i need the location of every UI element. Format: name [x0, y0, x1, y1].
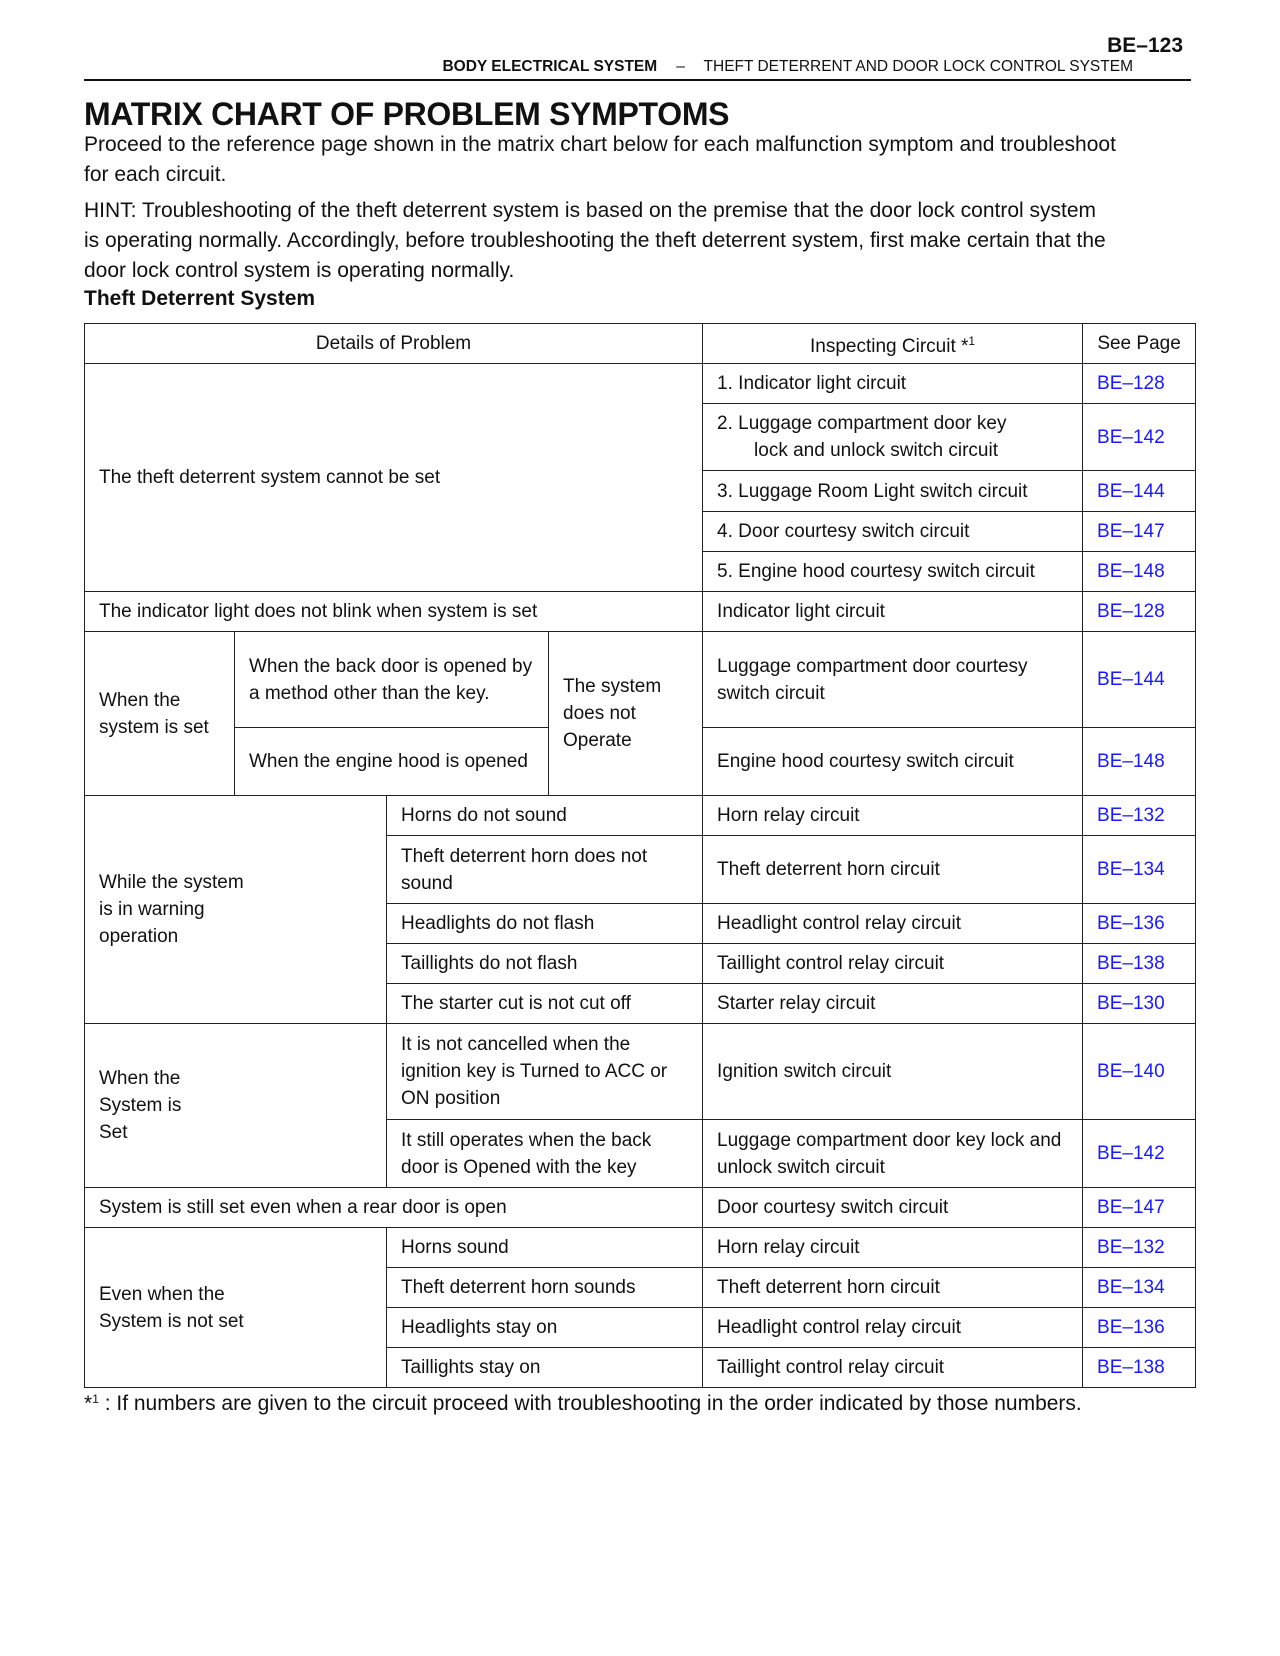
table-row: [85, 1228, 1196, 1268]
symptom-cell: Headlights stay on: [387, 1308, 703, 1348]
symptom-cell: Horns sound: [387, 1228, 703, 1268]
page-link[interactable]: BE–142: [1083, 1120, 1196, 1188]
event-cell: When the back door is opened by a method other than the key.: [235, 632, 549, 728]
problem-cell: System is still set even when a rear door is open: [85, 1188, 703, 1228]
circuit-cell: Horn relay circuit: [703, 1228, 1083, 1268]
page-link[interactable]: BE–128: [1083, 592, 1196, 632]
circuit-cell: Door courtesy switch circuit: [703, 1188, 1083, 1228]
symptom-cell: Taillights stay on: [387, 1348, 703, 1388]
condition-cell: Even when the System is not set: [85, 1228, 387, 1388]
section-subtitle: Theft Deterrent System: [84, 287, 316, 310]
header-rule: [84, 79, 1191, 81]
circuit-cell: Headlight control relay circuit: [703, 904, 1083, 944]
page-title: MATRIX CHART OF PROBLEM SYMPTOMS: [84, 96, 730, 132]
hint-line-2: is operating normally. Accordingly, before troubleshooting the theft deterrent system, first make certain that the: [84, 229, 1106, 252]
circuit-cell: 1. Indicator light circuit: [703, 364, 1083, 404]
symptom-matrix-table: [84, 323, 1196, 1388]
circuit-cell: Ignition switch circuit: [703, 1024, 1083, 1120]
problem-cell: The indicator light does not blink when system is set: [85, 592, 703, 632]
table-row: [85, 592, 1196, 632]
page-link[interactable]: BE–148: [1083, 552, 1196, 592]
circuit-cell: Horn relay circuit: [703, 796, 1083, 836]
subsection-name: THEFT DETERRENT AND DOOR LOCK CONTROL SYSTEM: [703, 58, 1133, 75]
page-link[interactable]: BE–148: [1083, 728, 1196, 796]
event-cell: When the engine hood is opened: [235, 728, 549, 796]
circuit-cell: Headlight control relay circuit: [703, 1308, 1083, 1348]
problem-cell: The theft deterrent system cannot be set: [85, 364, 703, 592]
page-link[interactable]: BE–147: [1083, 512, 1196, 552]
circuit-cell: Taillight control relay circuit: [703, 944, 1083, 984]
intro-line-2: for each circuit.: [84, 163, 227, 186]
section-name: BODY ELECTRICAL SYSTEM: [442, 58, 658, 75]
circuit-cell: 3. Luggage Room Light switch circuit: [703, 471, 1083, 512]
symptom-cell: The starter cut is not cut off: [387, 984, 703, 1024]
symptom-cell: It is not cancelled when the ignition key is Turned to ACC or ON position: [387, 1024, 703, 1120]
circuit-cell: 4. Door courtesy switch circuit: [703, 512, 1083, 552]
page-link[interactable]: BE–138: [1083, 944, 1196, 984]
page-link[interactable]: BE–134: [1083, 1268, 1196, 1308]
running-header: [0, 58, 1133, 76]
symptom-cell: Taillights do not flash: [387, 944, 703, 984]
circuit-cell: 5. Engine hood courtesy switch circuit: [703, 552, 1083, 592]
table-row: [85, 364, 1196, 404]
page-link[interactable]: BE–144: [1083, 471, 1196, 512]
page-link[interactable]: BE–128: [1083, 364, 1196, 404]
symptom-cell: Theft deterrent horn sounds: [387, 1268, 703, 1308]
circuit-cell: Engine hood courtesy switch circuit: [703, 728, 1083, 796]
circuit-cell: Theft deterrent horn circuit: [703, 1268, 1083, 1308]
header-separator: –: [676, 58, 685, 75]
table-row: [85, 632, 1196, 728]
page-link[interactable]: BE–140: [1083, 1024, 1196, 1120]
condition-cell: When the System is Set: [85, 1024, 387, 1188]
symptom-cell: It still operates when the back door is Opened with the key: [387, 1120, 703, 1188]
table-row: [85, 796, 1196, 836]
condition-cell: While the system is in warning operation: [85, 796, 387, 1024]
page-link[interactable]: BE–138: [1083, 1348, 1196, 1388]
circuit-cell: Starter relay circuit: [703, 984, 1083, 1024]
symptom-cell: Headlights do not flash: [387, 904, 703, 944]
page-link[interactable]: BE–134: [1083, 836, 1196, 904]
page-link[interactable]: BE–132: [1083, 796, 1196, 836]
circuit-cell: Luggage compartment door key lock and unlock switch circuit: [703, 1120, 1083, 1188]
symptom-cell: Theft deterrent horn does not sound: [387, 836, 703, 904]
header-see-page: See Page: [1083, 324, 1196, 364]
circuit-cell: Taillight control relay circuit: [703, 1348, 1083, 1388]
hint-line-1: HINT: Troubleshooting of the theft deterrent system is based on the premise that the door lock control system: [84, 199, 1097, 222]
table-row: [85, 1024, 1196, 1120]
page-link[interactable]: BE–136: [1083, 904, 1196, 944]
condition-cell: When the system is set: [85, 632, 235, 796]
header-details: Details of Problem: [85, 324, 703, 364]
table-row: [85, 1188, 1196, 1228]
page-link[interactable]: BE–144: [1083, 632, 1196, 728]
circuit-cell: Indicator light circuit: [703, 592, 1083, 632]
page-link[interactable]: BE–147: [1083, 1188, 1196, 1228]
page-link[interactable]: BE–136: [1083, 1308, 1196, 1348]
symptom-cell: Horns do not sound: [387, 796, 703, 836]
hint-line-3: door lock control system is operating normally.: [84, 259, 515, 282]
header-circuit: Inspecting Circuit *$^1$: [703, 324, 1083, 364]
circuit-cell: Luggage compartment door courtesy switch circuit: [703, 632, 1083, 728]
circuit-cell: 2. Luggage compartment door key lock and unlock switch circuit: [703, 404, 1083, 471]
page-link[interactable]: BE–142: [1083, 404, 1196, 471]
circuit-cell: Theft deterrent horn circuit: [703, 836, 1083, 904]
result-cell: The system does not Operate: [549, 632, 703, 796]
page-link[interactable]: BE–132: [1083, 1228, 1196, 1268]
page-link[interactable]: BE–130: [1083, 984, 1196, 1024]
page-number: BE–123: [1107, 34, 1183, 57]
intro-line-1: Proceed to the reference page shown in the matrix chart below for each malfunction symptom and troubleshoot: [84, 133, 1116, 156]
footnote: *$^1$ : If numbers are given to the circuit proceed with troubleshooting in the order indicated by those numbers.: [84, 1392, 1082, 1415]
table-header-row: [85, 324, 1196, 364]
